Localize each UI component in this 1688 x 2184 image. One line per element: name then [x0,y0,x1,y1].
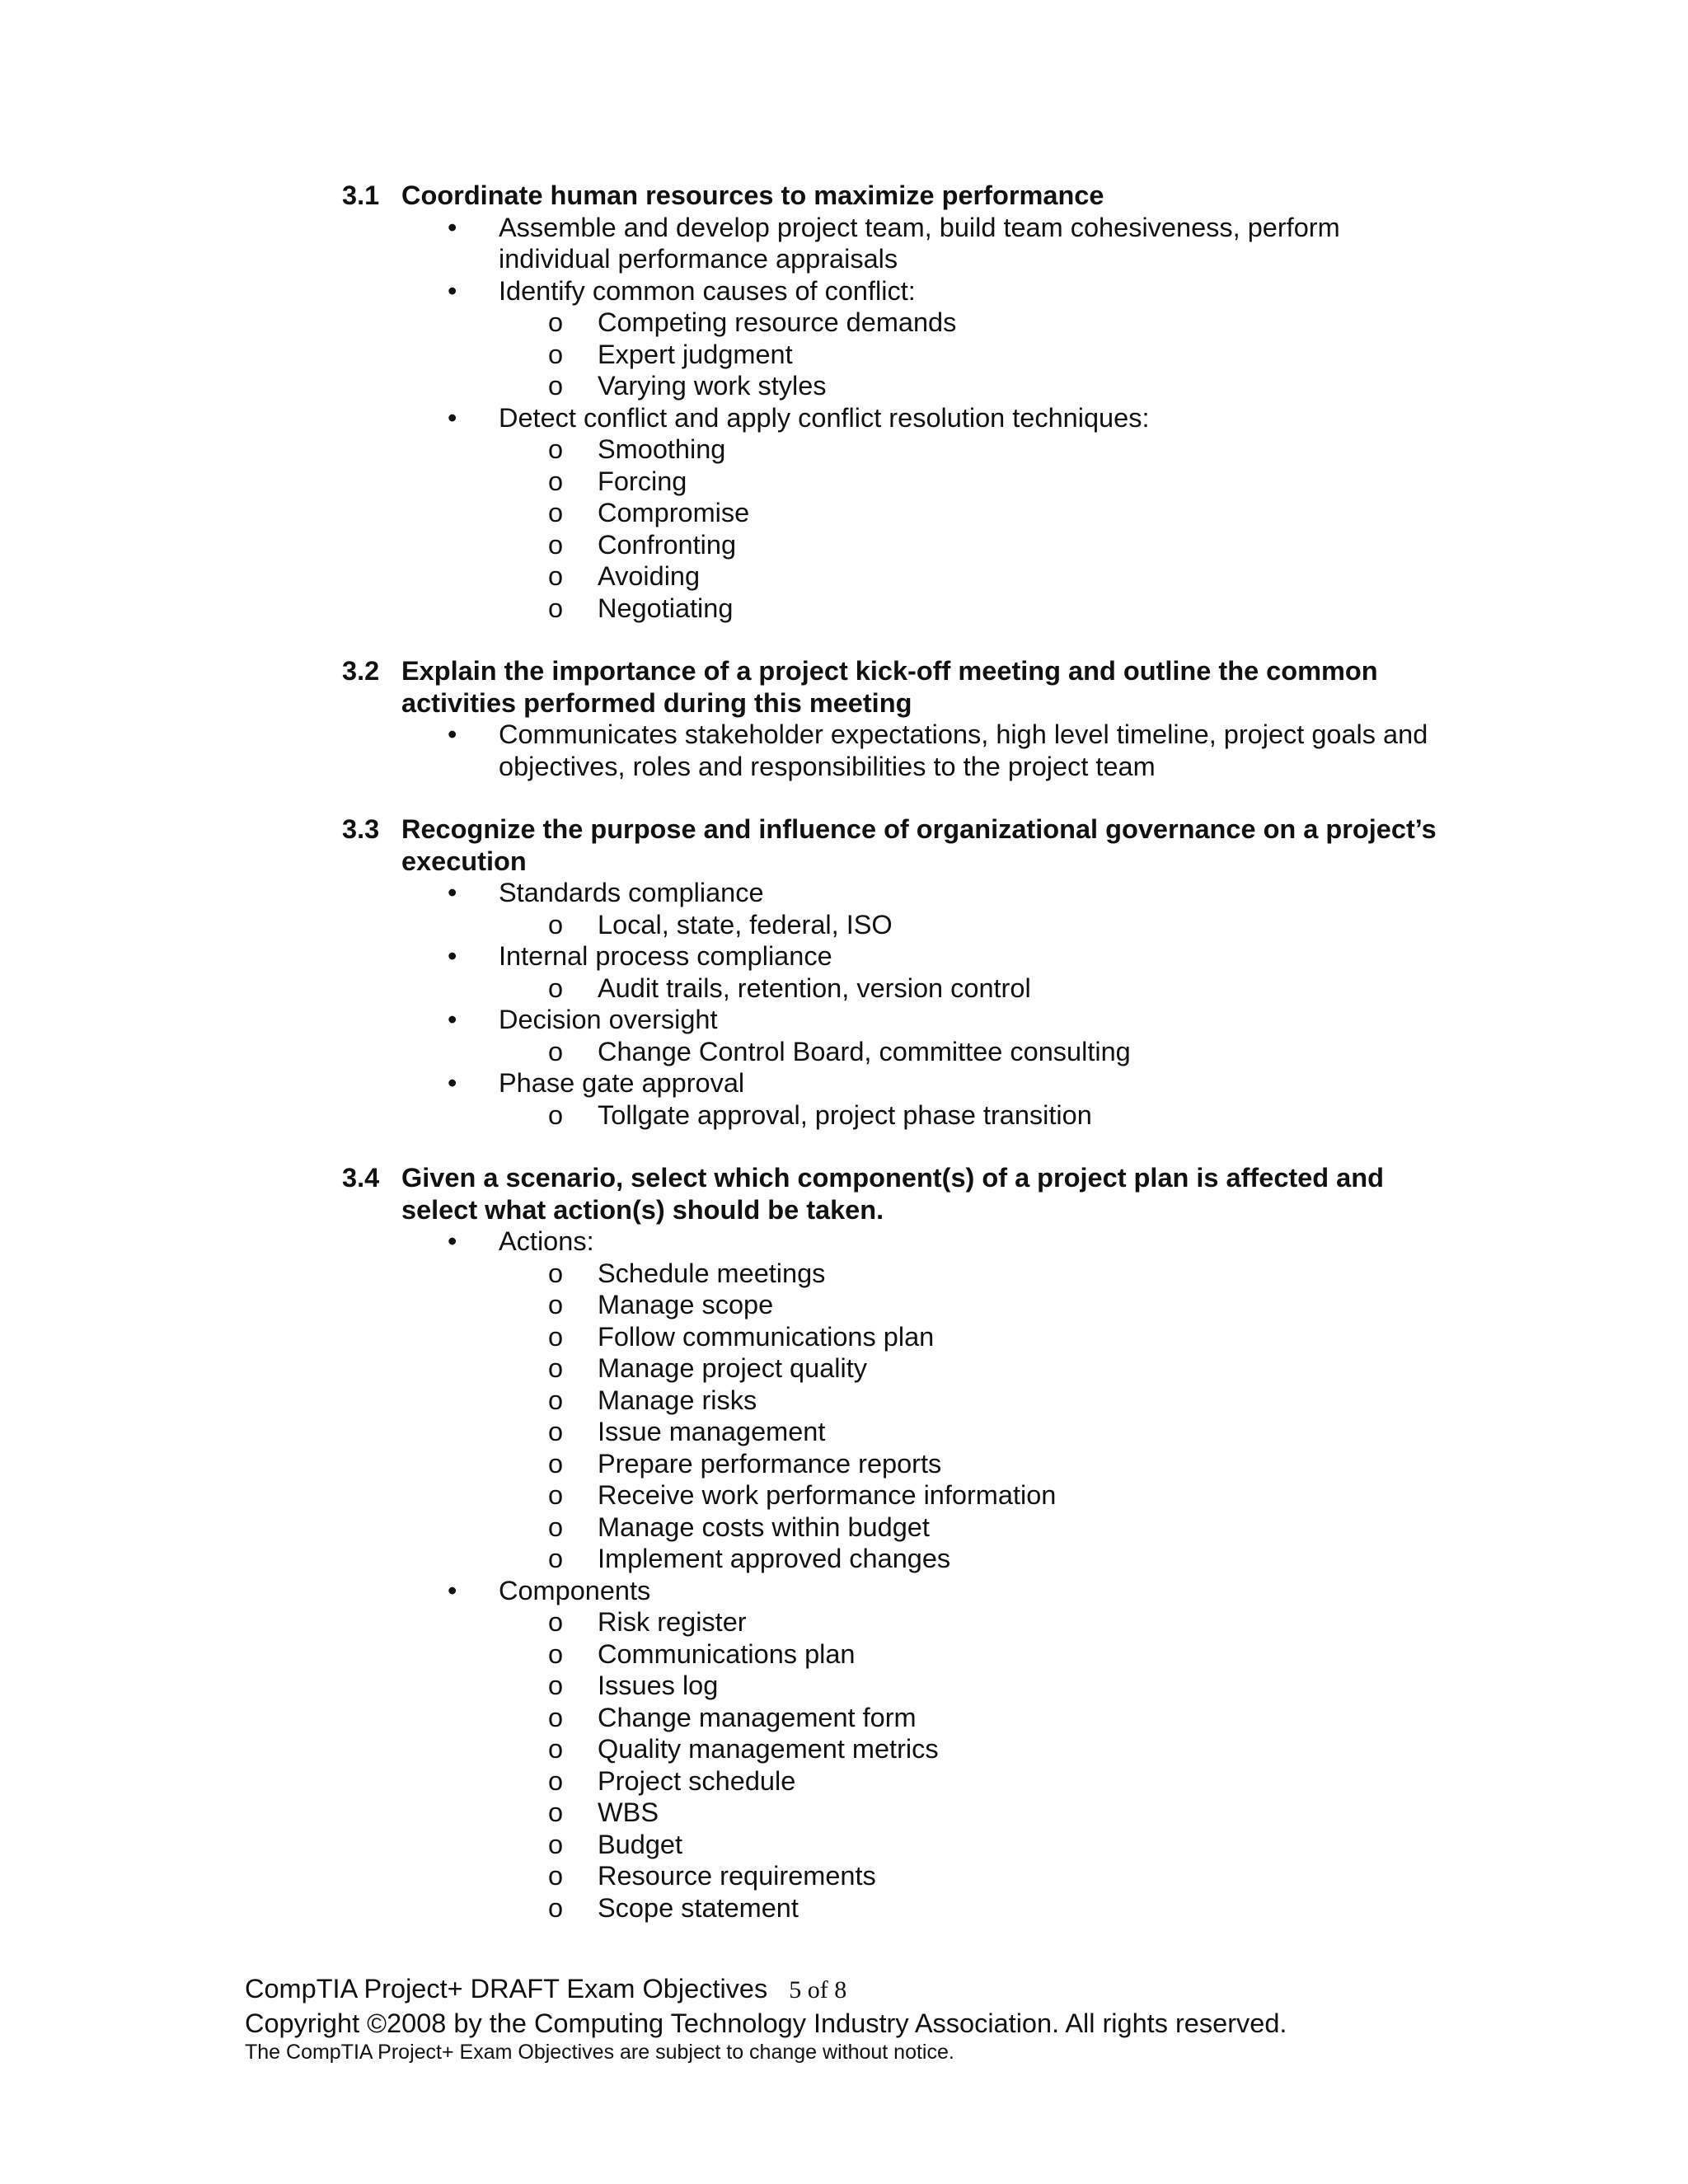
circle-bullet-icon: o [548,1638,564,1669]
sub-item-text: Communications plan [598,1638,856,1669]
section-number: 3.3 [342,814,380,844]
sub-item-text: Competing resource demands [598,307,957,337]
bullet-icon: • [448,275,457,306]
section-3-4 [342,1162,1447,1924]
list-item [342,212,1447,275]
sub-list-item [342,1511,1447,1544]
sub-item-text: Implement approved changes [598,1544,951,1573]
list-item [342,402,1447,434]
copyright: Copyright ©2008 by the Computing Technology Industry Association. All rights reserved. [245,2008,1287,2038]
circle-bullet-icon: o [548,1353,564,1383]
sub-list-item [342,1765,1447,1797]
circle-bullet-icon: o [548,307,564,337]
bullet-icon: • [448,212,457,242]
footer-title: CompTIA Project+ DRAFT Exam Objectives [245,1974,768,2004]
bullet-text: Internal process compliance [499,941,832,971]
sub-list-item [342,466,1447,498]
sub-item-text: Audit trails, retention, version control [598,972,1031,1003]
sub-list-item [342,1892,1447,1924]
circle-bullet-icon: o [548,1480,564,1510]
bullet-icon: • [448,1575,457,1605]
sub-list-item [342,370,1447,402]
sub-list-item [342,1797,1447,1829]
sub-list-item [342,529,1447,561]
sub-list-item [342,1036,1447,1068]
circle-bullet-icon: o [548,529,564,560]
bullet-text: Actions: [499,1226,594,1256]
circle-bullet-icon: o [548,1036,564,1066]
sub-item-text: WBS [598,1797,659,1827]
sub-item-text: Forcing [598,466,687,496]
change-notice: The CompTIA Project+ Exam Objectives are subject to change without notice. [245,2041,954,2064]
sub-list-item [342,1099,1447,1132]
section-3-1 [342,180,1447,624]
circle-bullet-icon: o [548,1892,564,1923]
bullet-text: Identify common causes of conflict: [499,275,916,306]
page-number: 5 of 8 [789,1976,847,2004]
sub-item-text: Manage project quality [598,1353,867,1383]
sub-list-item [342,1385,1447,1417]
sub-item-text: Follow communications plan [598,1321,935,1352]
bullet-text: Standards compliance [499,878,764,907]
circle-bullet-icon: o [548,434,564,464]
bullet-icon: • [448,1005,457,1034]
sub-list-item [342,909,1447,941]
circle-bullet-icon: o [548,1607,564,1637]
circle-bullet-icon: o [548,1385,564,1415]
sub-list-item [342,1860,1447,1892]
circle-bullet-icon: o [548,909,564,940]
list-item [342,719,1447,782]
sub-item-text: Issues log [598,1671,719,1700]
bullet-text: Communicates stakeholder expectations, high level timeline, project goals and objectives, roles and responsibilities to the project team [499,719,1428,781]
sub-item-text: Project schedule [598,1765,796,1796]
circle-bullet-icon: o [548,1671,564,1700]
circle-bullet-icon: o [548,1734,564,1764]
bullet-text: Detect conflict and apply conflict resolution techniques: [499,402,1150,433]
sub-list-item [342,972,1447,1005]
section-heading [342,1162,1447,1226]
sub-item-text: Manage scope [598,1290,774,1319]
section-3-2 [342,655,1447,782]
circle-bullet-icon: o [548,339,564,369]
section-title: Coordinate human resources to maximize performance [401,180,1104,210]
sub-item-text: Scope statement [598,1892,799,1923]
circle-bullet-icon: o [548,498,564,527]
sub-item-text: Confronting [598,529,737,560]
circle-bullet-icon: o [548,371,564,401]
sub-item-text: Manage costs within budget [598,1511,930,1542]
circle-bullet-icon: o [548,972,564,1003]
sub-list-item [342,1289,1447,1321]
sub-list-item [342,1829,1447,1861]
sub-item-text: Compromise [598,498,750,527]
section-heading [342,180,1447,212]
sub-list-item [342,1479,1447,1511]
list-item [342,1226,1447,1258]
bullet-text: Assemble and develop project team, build team cohesiveness, perform individual performance appraisals [499,212,1340,274]
sub-list-item [342,434,1447,466]
section-title: Recognize the purpose and influence of organizational governance on a project’s execution [401,814,1437,876]
circle-bullet-icon: o [548,1797,564,1827]
section-number: 3.2 [342,656,380,686]
sub-list-item [342,1416,1447,1448]
sub-item-text: Quality management metrics [598,1734,939,1764]
sub-item-text: Manage risks [598,1385,757,1415]
sub-item-text: Prepare performance reports [598,1448,942,1479]
sub-item-text: Issue management [598,1417,826,1446]
circle-bullet-icon: o [548,466,564,496]
list-item [342,275,1447,307]
circle-bullet-icon: o [548,1417,564,1446]
sub-item-text: Varying work styles [598,371,827,401]
sub-item-text: Change Control Board, committee consulting [598,1036,1131,1066]
sub-item-text: Tollgate approval, project phase transition [598,1099,1092,1130]
circle-bullet-icon: o [548,1829,564,1859]
footer-title-line [245,1972,1287,2007]
sub-list-item [342,593,1447,625]
sub-item-text: Receive work performance information [598,1480,1057,1510]
circle-bullet-icon: o [548,1765,564,1796]
bullet-icon: • [448,941,457,971]
sub-list-item [342,1352,1447,1385]
circle-bullet-icon: o [548,1861,564,1891]
circle-bullet-icon: o [548,1448,564,1479]
sub-item-text: Budget [598,1829,683,1859]
sub-item-text: Schedule meetings [598,1258,826,1288]
section-title: Given a scenario, select which component(s) of a project plan is affected and select what action(s) should be taken. [401,1163,1384,1225]
document-body [342,180,1447,1955]
sub-list-item [342,1543,1447,1575]
list-item [342,940,1447,972]
sub-item-text: Resource requirements [598,1861,876,1891]
section-number: 3.1 [342,180,380,210]
sub-item-text: Risk register [598,1607,747,1637]
sub-item-text: Negotiating [598,593,734,623]
bullet-icon: • [448,1068,457,1098]
page-footer [245,1972,1287,2064]
sub-list-item [342,1702,1447,1734]
list-item [342,1004,1447,1036]
sub-list-item [342,560,1447,593]
section-number: 3.4 [342,1163,380,1193]
circle-bullet-icon: o [548,1702,564,1732]
bullet-icon: • [448,878,457,907]
sub-item-text: Local, state, federal, ISO [598,909,893,940]
sub-item-text: Change management form [598,1702,917,1732]
bullet-text: Components [499,1575,651,1605]
bullet-text: Decision oversight [499,1005,718,1034]
circle-bullet-icon: o [548,1544,564,1573]
section-title: Explain the importance of a project kick-off meeting and outline the common activities performed during this meeting [401,656,1378,718]
bullet-icon: • [448,719,457,749]
circle-bullet-icon: o [548,1511,564,1542]
sub-list-item [342,1670,1447,1702]
sub-list-item [342,1638,1447,1671]
bullet-icon: • [448,402,457,433]
sub-item-text: Expert judgment [598,339,793,369]
sub-list-item [342,307,1447,339]
sub-item-text: Avoiding [598,561,701,591]
section-heading [342,813,1447,877]
list-item [342,1067,1447,1099]
sub-list-item [342,1258,1447,1290]
sub-list-item [342,339,1447,371]
circle-bullet-icon: o [548,1099,564,1130]
sub-list-item [342,497,1447,529]
sub-list-item [342,1321,1447,1353]
circle-bullet-icon: o [548,561,564,591]
circle-bullet-icon: o [548,1290,564,1319]
sub-list-item [342,1448,1447,1480]
sub-list-item [342,1733,1447,1765]
list-item [342,1575,1447,1607]
sub-item-text: Smoothing [598,434,726,464]
bullet-icon: • [448,1226,457,1256]
circle-bullet-icon: o [548,593,564,623]
circle-bullet-icon: o [548,1258,564,1288]
sub-list-item [342,1606,1447,1638]
section-3-3 [342,813,1447,1131]
list-item [342,877,1447,909]
bullet-text: Phase gate approval [499,1068,745,1098]
section-heading [342,655,1447,719]
circle-bullet-icon: o [548,1321,564,1352]
